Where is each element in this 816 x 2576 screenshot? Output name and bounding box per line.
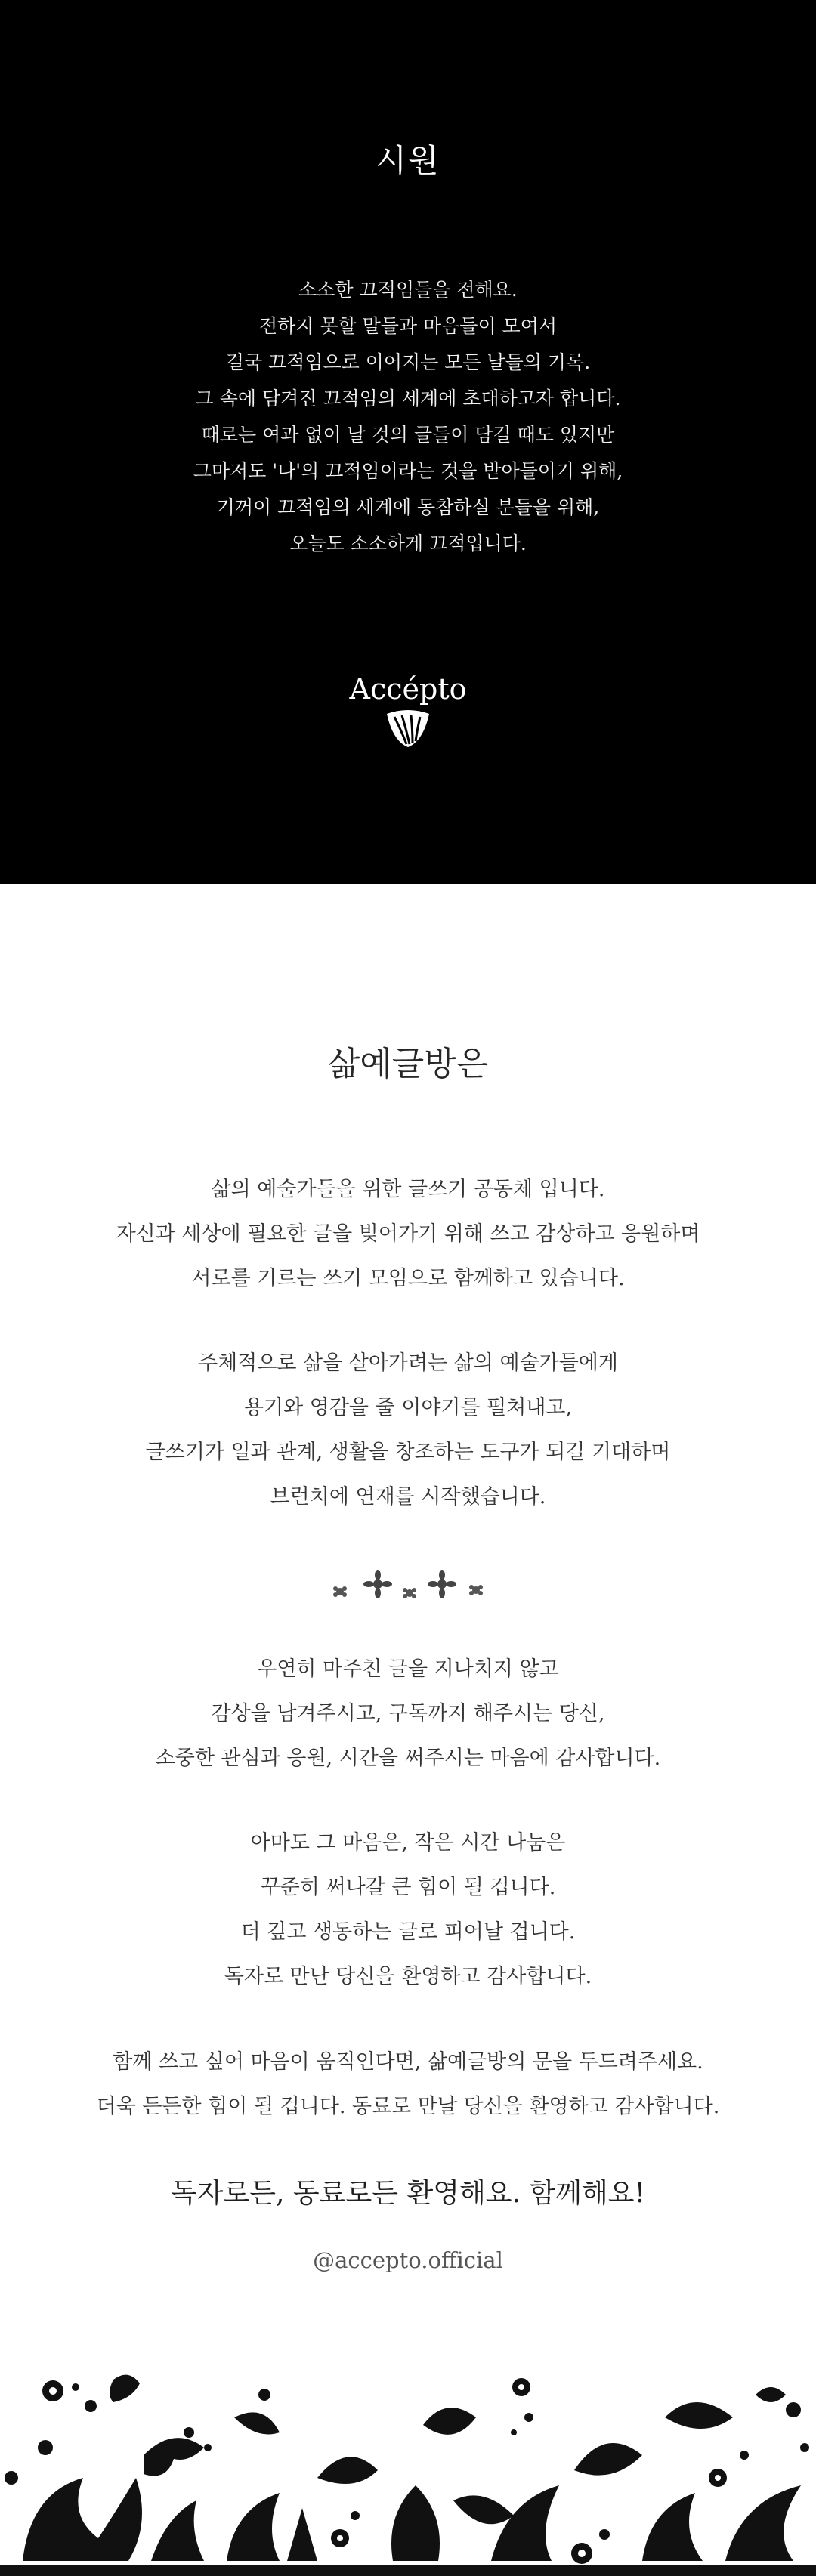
about-paragraph-4	[0, 1821, 816, 1999]
intro-line: 그 속에 담겨진 끄적임의 세계에 초대하고자 합니다.	[195, 388, 621, 409]
paragraph-line: 주체적으로 삶을 살아가려는 삶의 예술가들에게	[198, 1351, 618, 1375]
paragraph-line: 소중한 관심과 응원, 시간을 써주시는 마음에 감사합니다.	[155, 1747, 661, 1770]
intro-title: 시원	[376, 142, 440, 179]
intro-line: 때로는 여과 없이 날 것의 글들이 담길 때도 있지만	[201, 424, 615, 446]
about-paragraph-2	[0, 1341, 816, 1519]
paragraph-line: 글쓰기가 일과 관계, 생활을 창조하는 도구가 되길 기대하며	[145, 1441, 671, 1464]
floral-border-icon	[0, 2364, 816, 2576]
paragraph-line: 아마도 그 마음은, 작은 시간 나눔은	[250, 1831, 566, 1855]
paragraph-line: 함께 쓰고 싶어 마음이 움직인다면, 삶예글방의 문을 두드려주세요.	[113, 2050, 703, 2074]
paragraph-line: 삶의 예술가들을 위한 글쓰기 공동체 입니다.	[211, 1178, 605, 1201]
paragraph-line: 꾸준히 써나갈 큰 힘이 될 겁니다.	[260, 1876, 556, 1899]
intro-line: 기꺼이 끄적임의 세계에 동참하실 분들을 위해,	[216, 496, 600, 518]
intro-line: 전하지 못할 말들과 마음들이 모여서	[258, 315, 558, 337]
instagram-handle: @accepto.official	[313, 2247, 503, 2273]
closing-message: 독자로든, 동료로든 환영해요. 함께해요!	[170, 2178, 646, 2209]
about-paragraph-3	[0, 1647, 816, 1781]
paragraph-line: 감상을 남겨주시고, 구독까지 해주시는 당신,	[211, 1702, 605, 1725]
paragraph-line: 더 깊고 생동하는 글로 피어날 겁니다.	[240, 1920, 576, 1944]
paragraph-line: 독자로 만난 당신을 환영하고 감사합니다.	[224, 1965, 592, 1988]
paragraph-line: 서로를 기르는 쓰기 모임으로 함께하고 있습니다.	[191, 1267, 625, 1290]
about-paragraph-1	[0, 1167, 816, 1301]
intro-line: 소소한 끄적임들을 전해요.	[298, 279, 518, 301]
paragraph-line: 자신과 세상에 필요한 글을 빚어가기 위해 쓰고 감상하고 응원하며	[116, 1222, 700, 1246]
intro-text	[0, 272, 816, 562]
paragraph-line: 용기와 영감을 줄 이야기를 펼쳐내고,	[243, 1396, 573, 1419]
intro-line: 그마저도 '나'의 끄적임이라는 것을 받아들이기 위해,	[193, 460, 623, 482]
shell-logo-icon	[384, 706, 432, 749]
brand-name: Accépto	[349, 672, 467, 706]
paragraph-line: 더욱 든든한 힘이 될 겁니다. 동료로 만날 당신을 환영하고 감사합니다.	[96, 2095, 720, 2118]
paragraph-line: 우연히 마주친 글을 지나치지 않고	[257, 1657, 559, 1681]
intro-line: 오늘도 소소하게 끄적입니다.	[289, 533, 527, 554]
about-title: 삶예글방은	[327, 1045, 489, 1083]
intro-line: 결국 끄적임으로 이어지는 모든 날들의 기록.	[225, 351, 591, 373]
paragraph-line: 브런치에 연재를 시작했습니다.	[270, 1485, 546, 1509]
flower-divider-icon	[325, 1568, 491, 1605]
about-paragraph-5	[0, 2040, 816, 2129]
intro-section	[0, 0, 816, 884]
